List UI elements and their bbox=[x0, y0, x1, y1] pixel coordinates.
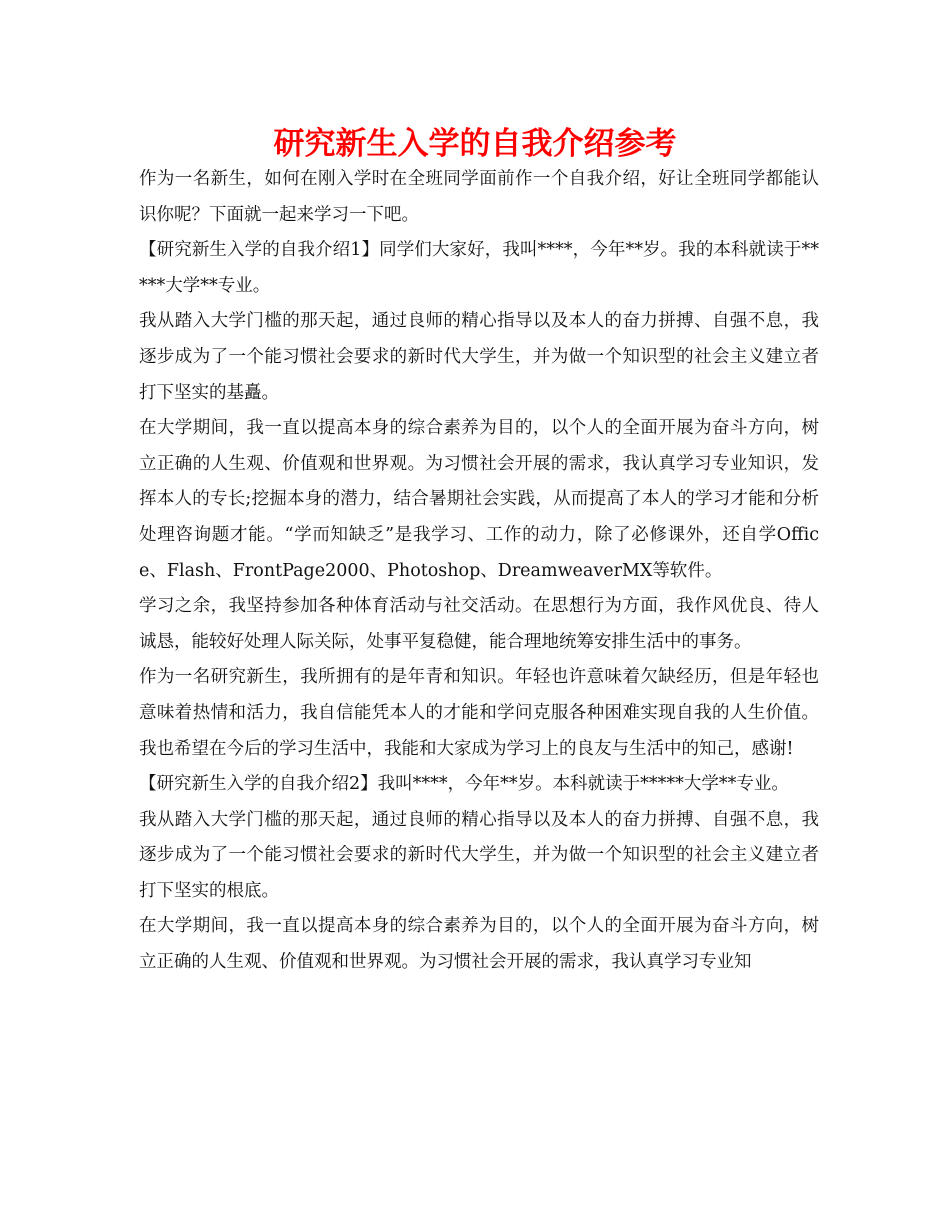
paragraph-intro: 作为一名新生，如何在刚入学时在全班同学面前作一个自我介绍，好让全班同学都能认识你呢？下面就一起来学习一下吧。 bbox=[139, 169, 819, 225]
paragraph-intro-2-heading: 【研究新生入学的自我介绍2】我叫****，今年**岁。本科就读于*****大学**专业。 bbox=[139, 774, 789, 795]
paragraph-2-study: 在大学期间，我一直以提高本身的综合素养为目的，以个人的全面开展为奋斗方向，树立正确的人生观、价值观和世界观。为习惯社会开展的需求，我认真学习专业知 bbox=[139, 916, 819, 973]
document-title: 研究新生入学的自我介绍参考 bbox=[273, 126, 677, 162]
document-body bbox=[139, 162, 819, 981]
paragraph-1-closing: 作为一名研究新生，我所拥有的是年青和知识。年轻也许意味着欠缺经历，但是年轻也意味着热情和活力，我自信能凭本人的才能和学问克服各种困难实现自我的人生价值。我也希望在今后的学习生活中，我能和大家成为学习上的良友与生活中的知己，感谢! bbox=[139, 667, 819, 759]
paragraph-2-growth: 我从踏入大学门槛的那天起，通过良师的精心指导以及本人的奋力拼搏、自强不息，我逐步成为了一个能习惯社会要求的新时代大学生，并为做一个知识型的社会主义建立者打下坚实的根底。 bbox=[139, 809, 819, 901]
paragraph-1-growth: 我从踏入大学门槛的那天起，通过良师的精心指导以及本人的奋力拼搏、自强不息，我逐步成为了一个能习惯社会要求的新时代大学生，并为做一个知识型的社会主义建立者打下坚实的基矗。 bbox=[139, 311, 819, 403]
paragraph-1-study: 在大学期间，我一直以提高本身的综合素养为目的，以个人的全面开展为奋斗方向，树立正确的人生观、价值观和世界观。为习惯社会开展的需求，我认真学习专业知识，发挥本人的专长;挖掘本身的潜力，结合暑期社会实践，从而提高了本人的学习才能和分析处理咨询题才能。“学而知缺乏”是我学习、工作的动力，除了必修课外，还自学Office、Flash、FrontPage2000、Photoshop、DreamweaverMX等软件。 bbox=[139, 418, 819, 581]
paragraph-1-activities: 学习之余，我坚持参加各种体育活动与社交活动。在思想行为方面，我作风优良、待人诚恳，能较好处理人际关际，处事平复稳健，能合理地统筹安排生活中的事务。 bbox=[139, 596, 819, 652]
paragraph-intro-1-heading: 【研究新生入学的自我介绍1】同学们大家好，我叫****，今年**岁。我的本科就读于*****大学**专业。 bbox=[139, 240, 819, 296]
